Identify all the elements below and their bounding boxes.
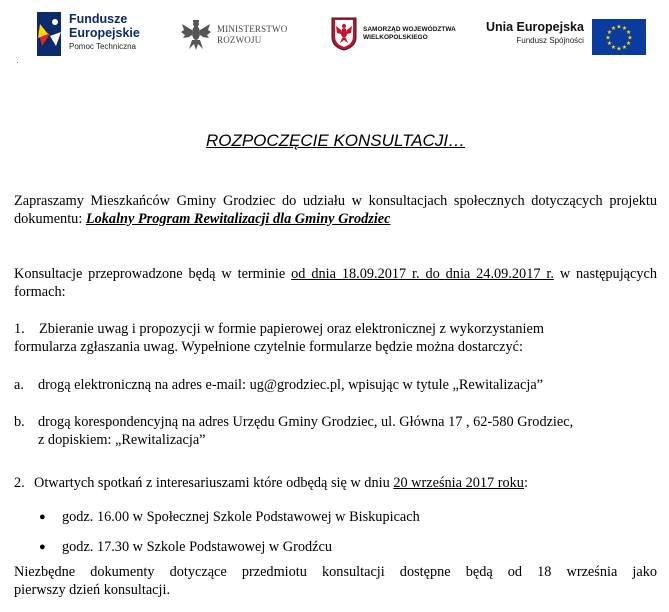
- form2-date: 20 września 2017 roku: [393, 475, 524, 491]
- meeting-item: godz. 17.30 w Szkole Podstawowej w Grodźcu: [62, 539, 333, 555]
- form2-number: 2.: [14, 475, 25, 491]
- eu-star-icon: ★: [616, 24, 622, 31]
- fe-line1: Fundusze: [69, 12, 128, 26]
- bullet-icon: ●: [39, 511, 46, 523]
- form2-line: [34, 475, 528, 493]
- term-after: w następujących formach:: [14, 266, 658, 300]
- option-a-text: drogą elektroniczną na adres e-mail: ug@grodziec.pl, wpisując w tytule „Rewitalizacja”: [38, 377, 544, 393]
- form1-number: 1.: [14, 321, 25, 337]
- ministerstwo-rozwoju-logo: [181, 18, 287, 52]
- meeting-item: godz. 16.00 w Społecznej Szkole Podstawowej w Biskupicach: [62, 509, 420, 525]
- samorzad-line1: SAMORZĄD WOJEWÓDZTWA: [363, 26, 456, 33]
- term-dates: od dnia 18.09.2017 r. do dnia 24.09.2017 r.: [291, 266, 554, 282]
- option-b-text-cont: z dopiskiem: „Rewitalizacja”: [38, 432, 206, 448]
- eu-star-icon: ★: [610, 45, 617, 52]
- eu-star-icon: ★: [621, 45, 628, 52]
- intro-text: Zapraszamy Mieszkańców Gminy Grodziec do udziału w konsultacjach społecznych dotyczących projektu dokumentu:: [14, 193, 657, 227]
- fe-line2: Europejskie: [69, 26, 140, 40]
- eu-flag-icon: [592, 19, 646, 55]
- form2-before: Otwartych spotkań z interesariuszami które odbędą się w dniu: [34, 475, 394, 491]
- ministerstwo-line1: MINISTERSTWO: [217, 24, 288, 34]
- option-b-text: drogą korespondencyjną na adres Urzędu Gminy Grodziec, ul. Główna 17 , 62-580 Grodziec,: [38, 414, 574, 430]
- ministerstwo-line2: ROZWOJU: [217, 35, 262, 45]
- option-b-letter: b.: [14, 414, 25, 430]
- form1-text-cont: formularza zgłaszania uwag. Wypełnione czytelnie formularze będzie można dostarczyć:: [14, 339, 523, 355]
- eu-star-icon: ★: [606, 30, 613, 36]
- eu-star-icon: ★: [627, 35, 633, 42]
- fundusze-europejskie-logo: [36, 12, 140, 60]
- fundusze-europejskie-mark-icon: [36, 12, 63, 58]
- fe-line3: Pomoc Techniczna: [69, 42, 136, 51]
- logo-bar: [0, 0, 669, 70]
- form1-text: Zbieranie uwag i propozycji w formie papierowej oraz elektronicznej z wykorzystaniem: [39, 321, 544, 337]
- eu-star-icon: ★: [605, 35, 611, 42]
- eu-star-icon: ★: [616, 46, 622, 53]
- samorzad-line2: WIELKOPOLSKIEGO: [363, 34, 428, 41]
- eu-star-icon: ★: [625, 41, 632, 47]
- eu-star-icon: ★: [621, 25, 628, 32]
- eu-star-icon: ★: [625, 30, 632, 36]
- ue-line1: Unia Europejska: [486, 20, 584, 34]
- bullet-icon: ●: [39, 541, 46, 553]
- document-name: Lokalny Program Rewitalizacji dla Gminy Grodziec: [85, 210, 391, 227]
- form2-after: :: [523, 475, 528, 491]
- eu-star-icon: ★: [610, 25, 617, 32]
- term-paragraph: [14, 266, 657, 301]
- option-a-letter: a.: [14, 377, 24, 393]
- unia-europejska-logo: [486, 20, 646, 55]
- closing-line1: Niezbędne dokumenty dotyczące przedmiotu konsultacji dostępne będą od 18 września jako: [14, 564, 657, 580]
- scan-dot: [17, 62, 18, 63]
- page-title: ROZPOCZĘCIE KONSULTACJI…: [205, 131, 466, 150]
- samorzad-wojewodztwa-logo: [331, 17, 456, 51]
- intro-paragraph: [14, 193, 657, 228]
- eagle-emblem-icon: [181, 18, 211, 52]
- closing-line2: pierwszy dzień konsultacji.: [14, 582, 171, 598]
- wielkopolska-coat-of-arms-icon: [331, 17, 357, 51]
- term-before: Konsultacje przeprowadzone będą w terminie: [14, 266, 292, 282]
- eu-star-icon: ★: [606, 41, 613, 47]
- ue-line2: Fundusz Spójności: [516, 36, 584, 45]
